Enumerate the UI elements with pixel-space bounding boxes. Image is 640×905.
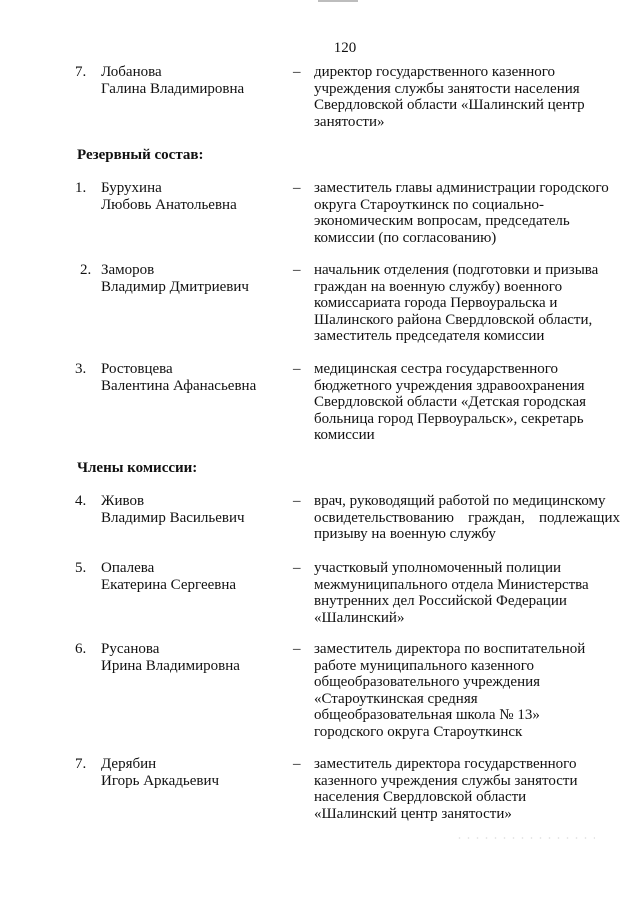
dash: – [293, 180, 301, 196]
person-name: Заморов Владимир Дмитриевич [101, 262, 249, 295]
page-number: 120 [333, 40, 357, 56]
dash: – [293, 361, 301, 377]
position-description: директор государственного казенного учреждения службы занятости населения Свердловской области «Шалинский центр занятости» [314, 64, 585, 130]
scan-artifact [318, 0, 358, 2]
position-description: участковый уполномоченный полиции межмуниципального отдела Министерства внутренних дел Российской Федерации «Шалинский» [314, 560, 589, 626]
position-description: заместитель главы администрации городского округа Староуткинск по социально- экономическим вопросам, председатель комиссии (по согласованию) [314, 180, 609, 246]
section-heading-members: Члены комиссии: [77, 460, 198, 476]
dash: – [293, 493, 301, 509]
dash: – [293, 262, 301, 278]
item-number: 6. [75, 641, 87, 657]
position-description: заместитель директора государственного казенного учреждения службы занятости населения Свердловской области «Шалинский центр занятости» [314, 756, 578, 822]
person-name: Дерябин Игорь Аркадьевич [101, 756, 220, 789]
position-description: медицинская сестра государственного бюджетного учреждения здравоохранения Свердловской области «Детская городская больница город Первоуральск», секретарь комиссии [314, 361, 587, 444]
dash: – [293, 756, 301, 772]
dash: – [293, 641, 301, 657]
person-name: Ростовцева Валентина Афанасьевна [101, 361, 257, 394]
person-name: Лобанова Галина Владимировна [101, 64, 245, 97]
item-number: 2. [80, 262, 92, 278]
dash: – [293, 64, 301, 80]
position-description: врач, руководящий работой по медицинскому освидетельствованию граждан, подлежащих призыву на военную службу [314, 493, 620, 543]
person-name: Опалева Екатерина Сергеевна [101, 560, 237, 593]
item-number: 7. [75, 64, 87, 80]
dash: – [293, 560, 301, 576]
person-name: Бурухина Любовь Анатольевна [101, 180, 237, 213]
position-description: начальник отделения (подготовки и призыва граждан на военную службу) военного комиссариата города Первоуральска и Шалинского района Свердловской области, заместитель председателя комиссии [314, 262, 599, 345]
item-number: 7. [75, 756, 87, 772]
scan-speckle [455, 836, 595, 840]
position-description: заместитель директора по воспитательной работе муниципального казенного общеобразовательного учреждения «Староуткинская средняя общеобразовательная школа № 13» городского округа Староуткинск [314, 641, 586, 740]
section-heading-reserve: Резервный состав: [77, 147, 204, 163]
item-number: 4. [75, 493, 87, 509]
person-name: Живов Владимир Васильевич [101, 493, 245, 526]
person-name: Русанова Ирина Владимировна [101, 641, 240, 674]
item-number: 3. [75, 361, 87, 377]
item-number: 5. [75, 560, 87, 576]
item-number: 1. [75, 180, 87, 196]
